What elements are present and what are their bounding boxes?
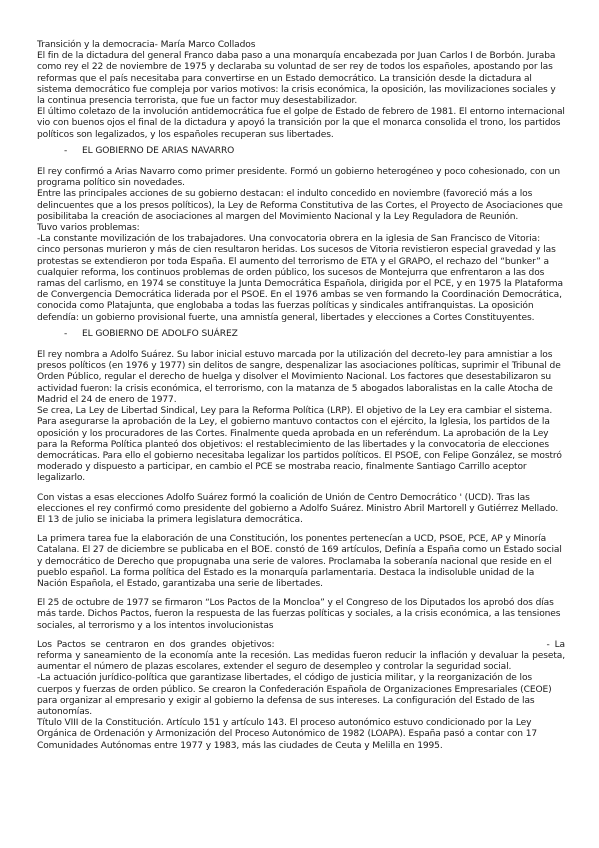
paragraph: La primera tarea fue la elaboración de una Constitución, los ponentes pertenecían a UCD, PSOE, PCE, AP y Minoría Catalana. El 27 de diciembre se publicaba en el BOE. constó de 169 artículos, Definía a España como un Estado social y democrático de Derecho que propugnaba una serie de valores. Proclamaba la soberanía nacional que reside en el pueblo español. La forma política del Estado es la monarquía parlamentaria. Destaca la indisoluble unidad de la Nación Española, el Estado, garantizaba una serie de libertades. <box>37 534 562 589</box>
heading-bullet: - <box>64 328 68 339</box>
paragraph: El rey nombra a Adolfo Suárez. Su labor inicial estuvo marcada por la utilización del decreto-ley para amnistiar a los presos políticos (en 1976 y 1977) sin delitos de sangre, despenalizar las asociaciones políticas, suprimir el Tribunal de Orden Público, regular el derecho de huelga y disolver el Movimiento Nacional. Los factores que desestabilizaron su actividad fueron: la crisis económica, el terrorismo, con la matanza de 5 abogados laboralistas en la calle Atocha de Madrid el 24 de enero de 1977. <box>37 350 561 405</box>
heading-bullet: - <box>64 145 68 156</box>
paragraph: Tuvo varios problemas: <box>37 223 140 234</box>
objective-1: - La reforma y saneamiento de la economía ante la recesión. Las medidas fueron reducir la inflación y devaluar la peseta, aumentar el número de plazas escolares, extender el seguro de desempleo y controlar la seguridad social. <box>37 639 565 673</box>
paragraph: El rey confirmó a Arias Navarro como primer presidente. Formó un gobierno heterogéneo y poco cohesionado, con un programa político sin novedades. <box>37 167 560 189</box>
section-heading-adolfo-suarez <box>37 329 565 340</box>
paragraph: Con vistas a esas elecciones Adolfo Suárez formó la coalición de Unión de Centro Democrático ' (UCD). Tras las elecciones el rey confirmó como presidente del gobierno a Adolfo Suárez. Ministro Abril Martorell y Gutiérrez Mellado. El 13 de julio se iniciaba la primera legislatura democrática. <box>37 492 559 525</box>
paragraph: El 25 de octubre de 1977 se firmaron “Los Pactos de la Moncloa” y el Congreso de los Diputados los aprobó dos días más tarde. Dichos Pactos, fueron la respuesta de las fuerzas políticas y sociales, a la crisis económica, a las tensiones sociales, al terrorismo y a los intentos involucionistas <box>37 598 561 631</box>
paragraph: Entre las principales acciones de su gobierno destacan: el indulto concedido en noviembre (favoreció más a los delincuentes que a los presos políticos), la Ley de Reforma Constitutiva de las Cortes, el Proyecto de Asociaciones que posibilitaba la creación de asociaciones al margen del Movimiento Nacional y la Ley Reguladora de Reunión. <box>37 189 563 222</box>
heading-text: EL GOBIERNO DE ARIAS NAVARRO <box>82 145 235 156</box>
paragraph: Título VIII de la Constitución. Artículo 151 y artículo 143. El proceso autonómico estuvo condicionado por la Ley Orgánica de Ordenación y Armonización del Proceso Autonómico de 1982 (LOAPA). España pasó a contar con 17 Comunidades Autónomas entre 1977 y 1983, más las ciudades de Ceuta y Melilla en 1995. <box>37 718 538 751</box>
paragraph <box>37 640 565 674</box>
intro-paragraph-1: El fin de la dictadura del general Franco daba paso a una monarquía encabezada por Juan Carlos I de Borbón. Juraba como rey el 22 de noviembre de 1975 y declaraba su voluntad de ser rey de todos los españoles, apostando por las reformas que el país necesitaba para convertirse en un Estado democrático. La transición desde la dictadura al sistema democrático fue compleja por varios motivos: la crisis económica, la oposición, las movilizaciones sociales y la continua presencia terrorista, que fue un factor muy desestabilizador. <box>37 51 556 107</box>
paragraph: Se crea, La Ley de Libertad Sindical, Ley para la Reforma Política (LRP). El objetivo de la Ley era cambiar el sistema. Para asegurarse la aprobación de la Ley, el gobierno mantuvo contactos con el ejército, la Iglesia, los partidos de la oposición y los procuradores de las Cortes. Finalmente queda aprobada en un referéndum. La aprobación de la Ley para la Reforma Política planteó dos objetivos: el restablecimiento de las libertades y la convocatoria de elecciones democráticas. Para ello el gobierno necesitaba legalizar los partidos políticos. El PSOE, con Felipe González, se mostró moderado y dispuesto a participar, en cambio el PCE se mostraba reacio, finalmente Santiago Carrillo aceptor legalizarlo. <box>37 406 562 484</box>
intro-paragraph-2: El último coletazo de la involución antidemocrática fue el golpe de Estado de febrero de 1981. El entorno internacional vio con buenos ojos el final de la dictadura y apoyó la transición por la que el monarca consolida el trono, los partidos políticos son legalizados, y los españoles recuperan sus libertades. <box>37 107 565 140</box>
paragraph: -La constante movilización de los trabajadores. Una convocatoria obrera en la iglesia de San Francisco de Vitoria: cinco personas murieron y más de cien resultaron heridas. Los sucesos de Vitoria revistieron especial gravedad y las protestas se extendieron por toda España. El aumento del terrorismo de ETA y el GRAPO, el rechazo del “bunker” a cualquier reforma, los continuos problemas de orden público, los sucesos de Montejurra que enfrentaron a las dos ramas del carlismo, en 1974 se constituye la Junta Democrática Española, dirigida por el PCE, y en 1975 la Plataforma de Convergencia Democrática liderada por el PSOE. En el 1976 ambas se ven formando la Coordinación Democrática, conocida como Platajunta, que englobaba a todas las fuerzas políticas y sindicales antifranquistas. La oposición defendía: un gobierno provisional fuerte, una amnistía general, libertades y elecciones a Cortes Constituyentes. <box>37 234 563 323</box>
document-title: Transición y la democracia- María Marco Collados <box>37 40 256 50</box>
section-heading-arias-navarro <box>37 146 565 157</box>
objectives-intro: Los Pactos se centraron en dos grandes objetivos: <box>37 639 275 650</box>
heading-text: EL GOBIERNO DE ADOLFO SUÁREZ <box>82 328 238 339</box>
paragraph: -La actuación jurídico-política que garantizase libertades, el código de justicia militar, y la reorganización de los cuerpos y fuerzas de orden público. Se crearon la Confederación Española de Organizaciones Empresariales (CEOE) para organizar al empresario y exigir al gobierno la defensa de sus intereses. La configuración del Estado de las autonomías. <box>37 673 552 717</box>
